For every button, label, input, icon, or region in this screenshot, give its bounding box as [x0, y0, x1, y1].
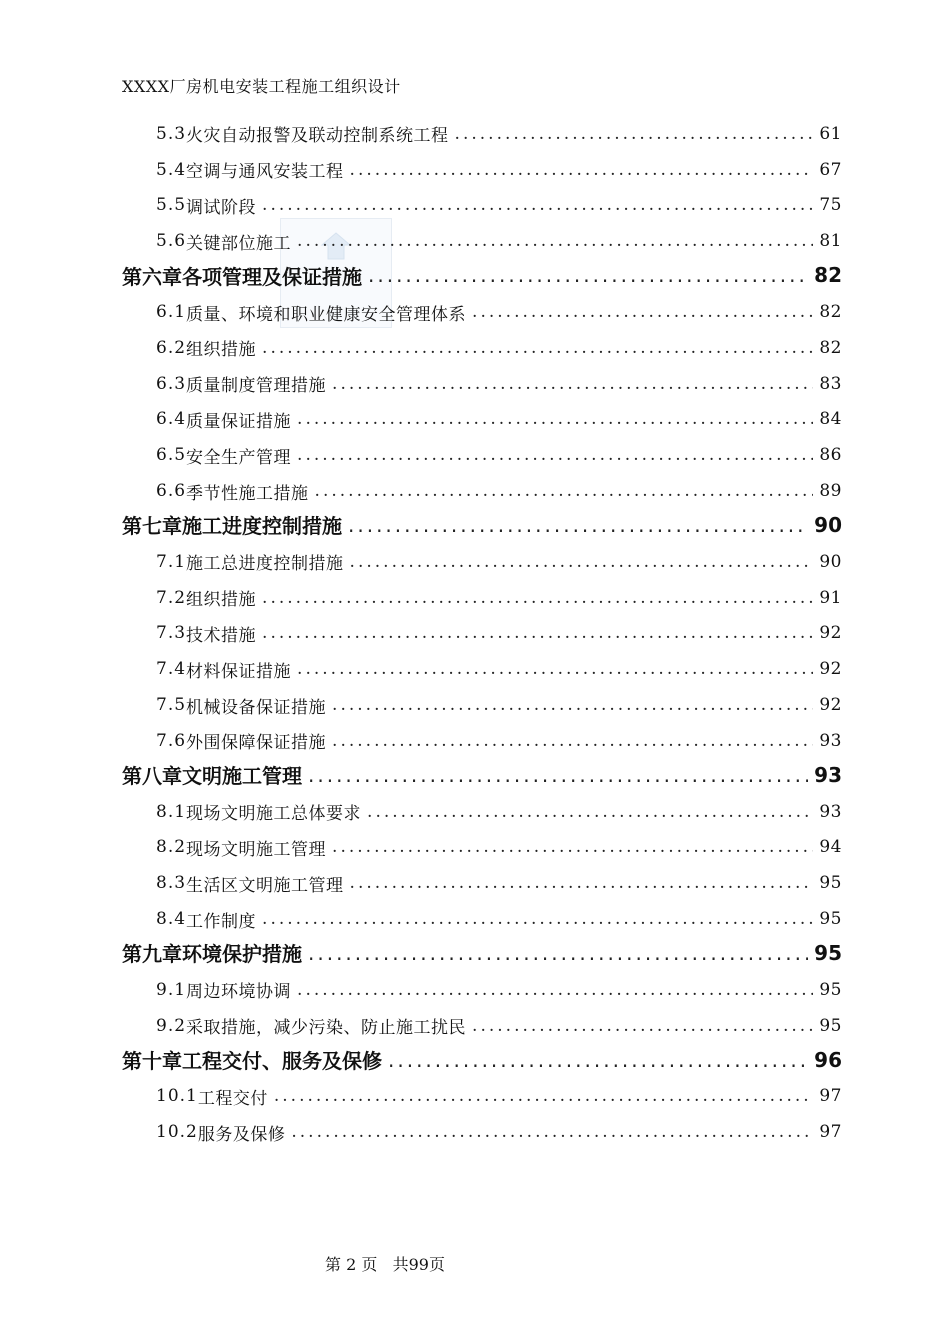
toc-entry-number: 6.2	[156, 337, 187, 358]
toc-dot-leader	[262, 623, 813, 643]
toc-dot-leader	[455, 124, 814, 144]
toc-entry-title: 安全生产管理	[186, 447, 292, 468]
toc-entry-number: 第六章	[122, 264, 182, 289]
toc-entry-number: 5.5	[156, 195, 187, 216]
toc-section-entry[interactable]	[122, 901, 842, 937]
toc-entry-title: 工作制度	[186, 911, 257, 932]
toc-entry-title: 技术措施	[186, 625, 257, 646]
toc-entry-number: 7.2	[156, 587, 187, 608]
toc-entry-title: 外围保障保证措施	[186, 733, 327, 754]
toc-entry-page: 93	[819, 801, 842, 822]
toc-entry-title: 火灾自动报警及联动控制系统工程	[186, 126, 449, 147]
table-of-contents	[122, 116, 842, 1150]
toc-entry-title: 机械设备保证措施	[186, 697, 327, 718]
toc-entry-page: 95	[814, 940, 842, 965]
toc-entry-title: 季节性施工措施	[186, 483, 309, 504]
toc-section-entry[interactable]	[122, 972, 842, 1008]
toc-entry-page: 92	[819, 623, 842, 644]
toc-dot-leader	[262, 909, 813, 929]
toc-section-entry[interactable]	[122, 330, 842, 366]
toc-entry-title: 文明施工管理	[182, 764, 302, 789]
toc-entry-page: 90	[814, 512, 842, 537]
toc-dot-leader	[332, 695, 813, 715]
toc-section-entry[interactable]	[122, 1079, 842, 1115]
toc-entry-number: 6.1	[156, 302, 187, 323]
toc-entry-number: 8.2	[156, 837, 187, 858]
toc-entry-page: 94	[819, 837, 842, 858]
toc-entry-page: 90	[819, 551, 842, 572]
toc-section-entry[interactable]	[122, 223, 842, 259]
toc-section-entry[interactable]	[122, 152, 842, 188]
toc-entry-title: 工程交付、服务及保修	[182, 1049, 382, 1074]
toc-entry-page: 75	[819, 195, 842, 216]
toc-section-entry[interactable]	[122, 437, 842, 473]
toc-entry-page: 95	[819, 909, 842, 930]
toc-dot-leader	[308, 763, 808, 787]
toc-chapter-entry[interactable]	[122, 940, 842, 966]
toc-entry-title: 周边环境协调	[186, 982, 292, 1003]
toc-entry-page: 91	[819, 587, 842, 608]
page-header: XXXX厂房机电安装工程施工组织设计	[122, 77, 401, 96]
toc-entry-page: 82	[819, 337, 842, 358]
toc-entry-title: 生活区文明施工管理	[186, 875, 344, 896]
toc-entry-page: 96	[814, 1047, 842, 1072]
toc-entry-number: 6.6	[156, 481, 187, 502]
toc-entry-number: 5.6	[156, 231, 187, 252]
toc-entry-title: 质量、环境和职业健康安全管理体系	[186, 304, 467, 325]
toc-dot-leader	[262, 338, 813, 358]
toc-entry-title: 材料保证措施	[186, 661, 292, 682]
toc-section-entry[interactable]	[122, 1114, 842, 1150]
toc-entry-page: 97	[819, 1086, 842, 1107]
toc-dot-leader	[350, 160, 814, 180]
toc-entry-number: 6.3	[156, 373, 187, 394]
toc-entry-number: 第九章	[122, 942, 182, 967]
toc-dot-leader	[350, 873, 814, 893]
toc-dot-leader	[291, 1122, 813, 1142]
toc-entry-number: 第八章	[122, 764, 182, 789]
toc-entry-number: 6.5	[156, 445, 187, 466]
toc-entry-page: 67	[819, 159, 842, 180]
toc-entry-number: 7.6	[156, 730, 187, 751]
toc-section-entry[interactable]	[122, 687, 842, 723]
toc-entry-number: 5.3	[156, 123, 187, 144]
toc-entry-page: 95	[819, 1015, 842, 1036]
toc-dot-leader	[332, 837, 813, 857]
toc-entry-number: 8.1	[156, 801, 187, 822]
toc-entry-number: 10.2	[156, 1122, 198, 1143]
toc-dot-leader	[262, 195, 813, 215]
toc-dot-leader	[472, 1016, 813, 1036]
toc-entry-title: 施工总进度控制措施	[186, 554, 344, 575]
toc-entry-title: 施工进度控制措施	[182, 514, 342, 539]
toc-entry-title: 工程交付	[197, 1088, 268, 1109]
toc-entry-title: 采取措施，减少污染、防止施工扰民	[186, 1018, 467, 1039]
toc-entry-page: 93	[819, 730, 842, 751]
toc-entry-number: 第十章	[122, 1049, 182, 1074]
toc-entry-title: 环境保护措施	[182, 942, 302, 967]
toc-section-entry[interactable]	[122, 1008, 842, 1044]
toc-section-entry[interactable]	[122, 188, 842, 224]
toc-entry-number: 7.3	[156, 623, 187, 644]
toc-entry-page: 89	[819, 481, 842, 502]
toc-section-entry[interactable]	[122, 794, 842, 830]
toc-dot-leader	[332, 731, 813, 751]
toc-chapter-entry[interactable]	[122, 512, 842, 538]
toc-dot-leader	[297, 659, 813, 679]
toc-entry-title: 空调与通风安装工程	[186, 162, 344, 183]
page-footer: 第 2 页 共99页	[325, 1255, 445, 1274]
toc-dot-leader	[367, 802, 813, 822]
toc-entry-page: 97	[819, 1122, 842, 1143]
toc-entry-page: 92	[819, 659, 842, 680]
toc-dot-leader	[297, 409, 813, 429]
toc-section-entry[interactable]	[122, 366, 842, 402]
toc-entry-number: 9.2	[156, 1015, 187, 1036]
toc-section-entry[interactable]	[122, 294, 842, 330]
toc-section-entry[interactable]	[122, 651, 842, 687]
toc-dot-leader	[350, 552, 814, 572]
toc-entry-page: 95	[819, 979, 842, 1000]
toc-dot-leader	[315, 481, 814, 501]
toc-entry-page: 83	[819, 373, 842, 394]
toc-entry-title: 组织措施	[186, 590, 257, 611]
toc-entry-page: 82	[814, 263, 842, 288]
toc-entry-title: 现场文明施工总体要求	[186, 804, 362, 825]
toc-entry-number: 第七章	[122, 514, 182, 539]
toc-section-entry[interactable]	[122, 580, 842, 616]
toc-section-entry[interactable]	[122, 723, 842, 759]
toc-entry-page: 95	[819, 873, 842, 894]
toc-chapter-entry[interactable]	[122, 262, 842, 288]
toc-entry-title: 各项管理及保证措施	[182, 264, 362, 289]
toc-entry-title: 现场文明施工管理	[186, 839, 327, 860]
toc-entry-page: 92	[819, 695, 842, 716]
toc-section-entry[interactable]	[122, 830, 842, 866]
toc-chapter-entry[interactable]	[122, 762, 842, 788]
toc-entry-title: 组织措施	[186, 340, 257, 361]
toc-section-entry[interactable]	[122, 473, 842, 509]
toc-dot-leader	[368, 263, 808, 287]
toc-section-entry[interactable]	[122, 116, 842, 152]
toc-entry-number: 7.1	[156, 551, 187, 572]
toc-dot-leader	[388, 1048, 808, 1072]
toc-entry-title: 质量制度管理措施	[186, 376, 327, 397]
toc-dot-leader	[332, 374, 813, 394]
toc-dot-leader	[308, 941, 808, 965]
toc-entry-page: 81	[819, 231, 842, 252]
toc-dot-leader	[262, 588, 813, 608]
toc-dot-leader	[472, 302, 813, 322]
toc-entry-page: 61	[819, 123, 842, 144]
toc-dot-leader	[297, 980, 813, 1000]
toc-entry-number: 9.1	[156, 979, 187, 1000]
toc-entry-number: 7.4	[156, 659, 187, 680]
toc-entry-title: 关键部位施工	[186, 233, 292, 254]
toc-entry-page: 86	[819, 445, 842, 466]
toc-entry-title: 服务及保修	[197, 1124, 286, 1145]
toc-dot-leader	[297, 231, 813, 251]
toc-chapter-entry[interactable]	[122, 1047, 842, 1073]
toc-entry-number: 6.4	[156, 409, 187, 430]
toc-entry-number: 8.3	[156, 873, 187, 894]
toc-dot-leader	[274, 1086, 814, 1106]
toc-entry-title: 质量保证措施	[186, 411, 292, 432]
toc-section-entry[interactable]	[122, 402, 842, 438]
toc-section-entry[interactable]	[122, 544, 842, 580]
toc-section-entry[interactable]	[122, 865, 842, 901]
toc-dot-leader	[348, 513, 808, 537]
toc-entry-number: 10.1	[156, 1086, 198, 1107]
toc-dot-leader	[297, 445, 813, 465]
toc-entry-page: 82	[819, 302, 842, 323]
toc-entry-title: 调试阶段	[186, 197, 257, 218]
toc-entry-number: 5.4	[156, 159, 187, 180]
toc-entry-number: 8.4	[156, 909, 187, 930]
toc-entry-number: 7.5	[156, 695, 187, 716]
toc-entry-page: 84	[819, 409, 842, 430]
toc-section-entry[interactable]	[122, 616, 842, 652]
toc-entry-page: 93	[814, 762, 842, 787]
